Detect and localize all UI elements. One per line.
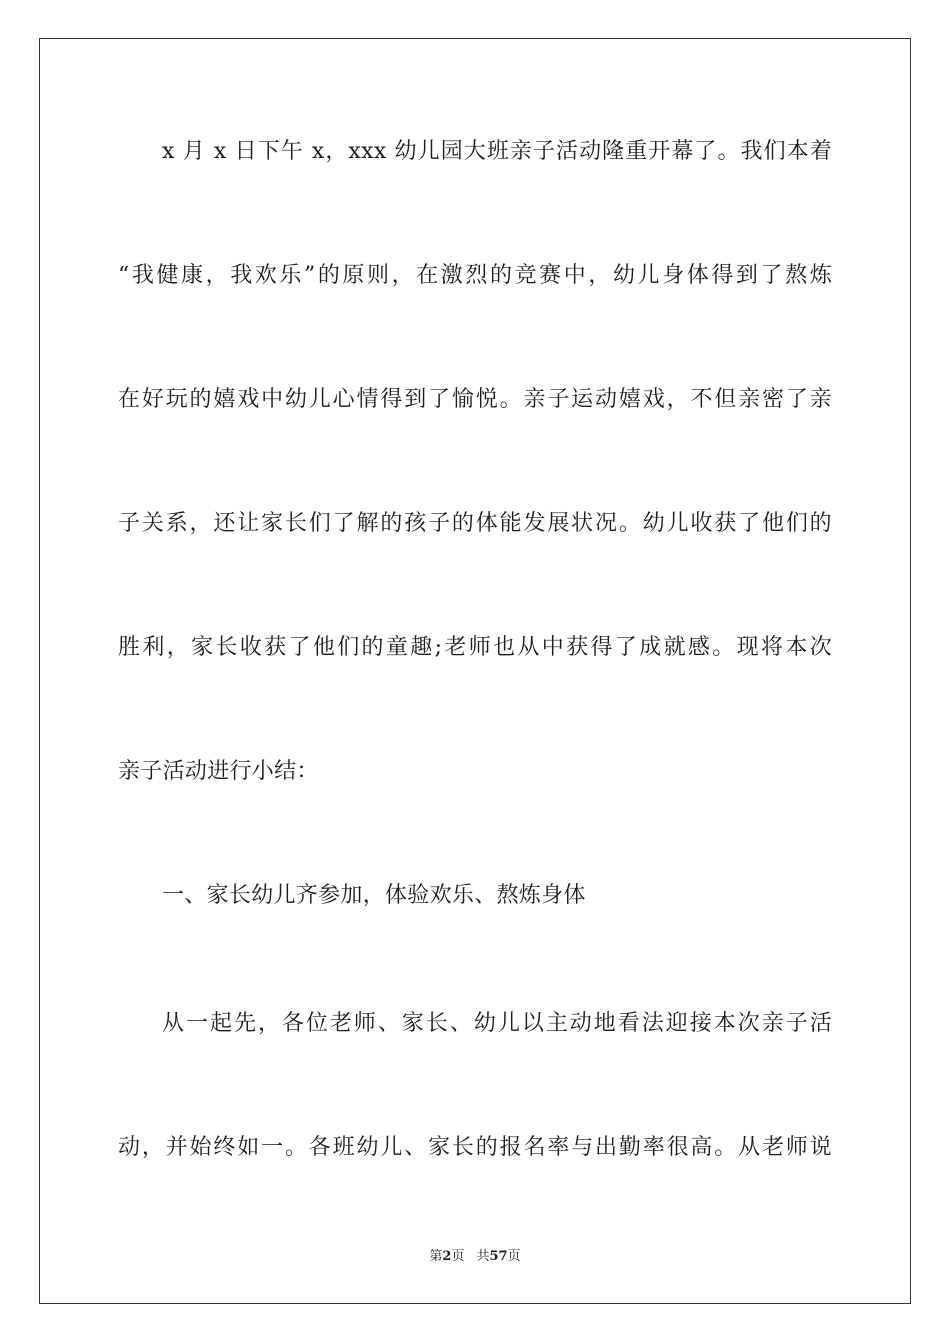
page-total: 57 <box>489 1249 508 1264</box>
page-border <box>39 38 911 1304</box>
paragraph-line-9: 动，并始终如一。各班幼儿、家长的报名率与出勤率很高。从老师说 <box>118 1135 832 1160</box>
page-current: 2 <box>442 1249 452 1264</box>
total-prefix: 共 <box>476 1249 490 1264</box>
page-suffix: 页 <box>451 1249 465 1264</box>
paragraph-line-2: “我健康，我欢乐”的原则，在激烈的竞赛中，幼儿身体得到了熬炼 <box>118 263 832 288</box>
total-suffix: 页 <box>507 1249 521 1264</box>
section-heading: 一、家长幼儿齐参加，体验欢乐、熬炼身体 <box>162 883 586 908</box>
paragraph-line-1: x 月 x 日下午 x，xxx 幼儿园大班亲子活动隆重开幕了。我们本着 <box>162 139 832 164</box>
paragraph-line-6: 亲子活动进行小结： <box>118 759 319 784</box>
page-prefix: 第 <box>429 1249 443 1264</box>
paragraph-line-4: 子关系，还让家长们了解的孩子的体能发展状况。幼儿收获了他们的 <box>118 511 832 536</box>
paragraph-line-8: 从一起先，各位老师、家长、幼儿以主动地看法迎接本次亲子活 <box>162 1011 832 1036</box>
paragraph-line-5: 胜利，家长收获了他们的童趣;老师也从中获得了成就感。现将本次 <box>118 635 832 660</box>
page-footer <box>0 1248 950 1266</box>
paragraph-line-3: 在好玩的嬉戏中幼儿心情得到了愉悦。亲子运动嬉戏，不但亲密了亲 <box>118 387 832 412</box>
